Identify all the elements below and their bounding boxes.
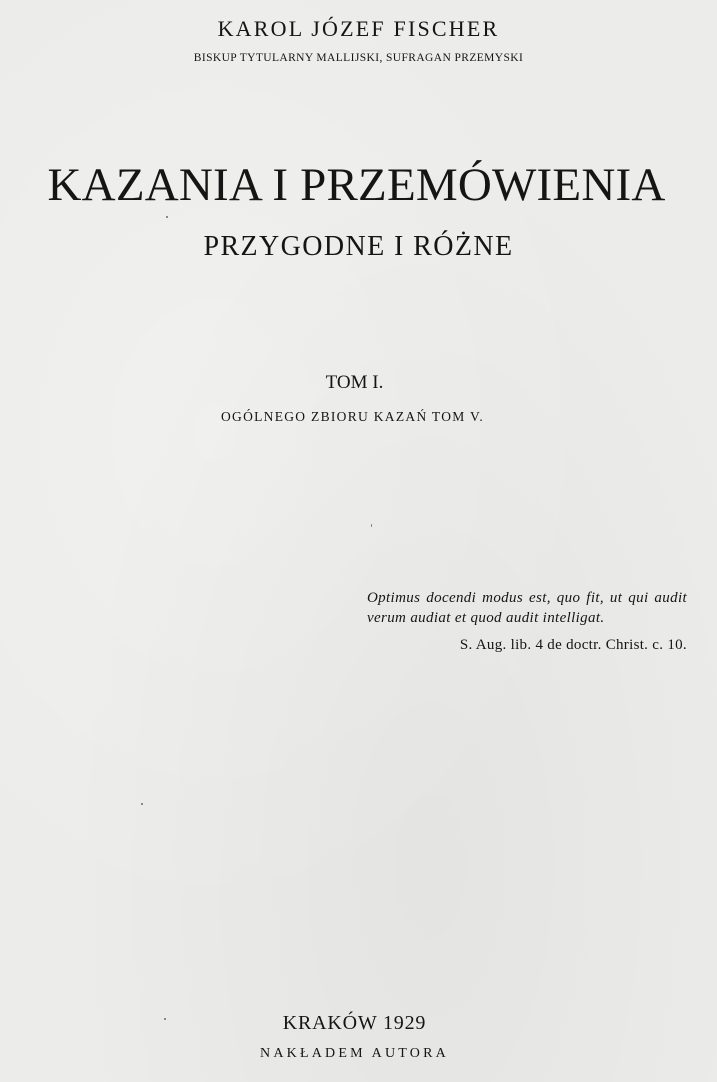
- book-subtitle: PRZYGODNE I RÓŻNE: [203, 231, 514, 262]
- author-name: KAROL JÓZEF FISCHER: [217, 16, 500, 41]
- print-speck: [371, 524, 372, 527]
- author-title: BISKUP TYTULARNY MALLIJSKI, SUFRAGAN PRZEMYSKI: [193, 52, 524, 64]
- epigraph: [367, 588, 687, 655]
- epigraph-source: S. Aug. lib. 4 de doctr. Christ. c. 10.: [459, 637, 687, 653]
- place-and-year: KRAKÓW 1929: [282, 1012, 427, 1034]
- volume-subtitle: OGÓLNEGO ZBIORU KAZAŃ TOM V.: [220, 409, 485, 424]
- book-title: KAZANIA I PRZEMÓWIENIA: [47, 159, 666, 211]
- print-speck: [141, 803, 143, 805]
- print-speck: [166, 216, 168, 218]
- volume-number: TOM I.: [325, 372, 384, 393]
- epigraph-quote: Optimus docendi modus est, quo fit, ut qui audit verum audiat et quod audit intelligat.: [367, 590, 687, 626]
- print-speck: [164, 1018, 166, 1020]
- publisher: NAKŁADEM AUTORA: [260, 1046, 449, 1061]
